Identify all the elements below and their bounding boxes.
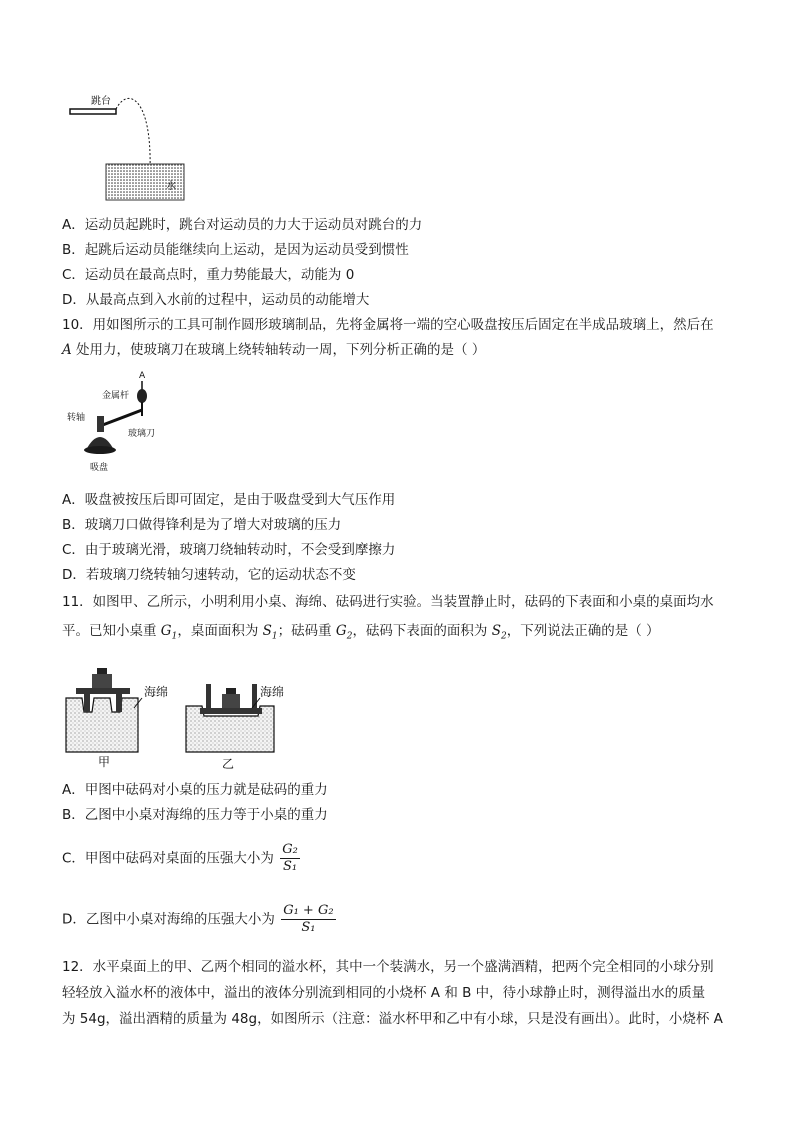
caption-left: 甲 xyxy=(98,755,111,769)
q12-stem-line1: 12．水平桌面上的甲、乙两个相同的溢水杯，其中一个装满水，另一个盛满酒精，把两个完全相同的小球分别 xyxy=(62,959,714,975)
glass-cutter-figure xyxy=(64,368,184,476)
q11-option-d-text: D．乙图中小桌对海绵的压强大小为 xyxy=(62,911,275,928)
water-label: 水 xyxy=(166,181,176,192)
q9-option-d: D．从最高点到入水前的过程中，运动员的动能增大 xyxy=(62,292,370,308)
platform-label: 跳台 xyxy=(91,96,111,107)
q9-option-c: C．运动员在最高点时，重力势能最大，动能为 0 xyxy=(62,267,355,283)
q11-text-b: ，桌面面积为 xyxy=(177,623,263,639)
q9-option-b: B．起跳后运动员能继续向上运动，是因为运动员受到惯性 xyxy=(62,242,409,258)
sponge-left xyxy=(66,698,138,752)
symbol-s2: $S_2$ xyxy=(491,623,507,642)
weight-left xyxy=(92,674,112,688)
fraction-g1g2-over-s1: $\frac{\text{G₁ + G₂}}{\text{S₁}}$ xyxy=(283,903,334,935)
platform-board xyxy=(70,109,116,114)
q11-text-a: 平。已知小桌重 xyxy=(62,623,161,639)
label-cup: 吸盘 xyxy=(90,463,109,473)
sponge-label-left: 海绵 xyxy=(144,685,169,699)
symbol-g2: $G_2$ xyxy=(335,623,353,642)
q11-option-a: A．甲图中砝码对小桌的压力就是砝码的重力 xyxy=(62,782,328,798)
diving-figure xyxy=(66,92,196,204)
q11-text-c: ；砝码重 xyxy=(277,623,336,639)
sponge-label-right: 海绵 xyxy=(260,685,285,699)
q10-option-a: A．吸盘被按压后即可固定，是由于吸盘受到大气压作用 xyxy=(62,492,396,508)
metal-rod xyxy=(100,410,142,426)
label-rod: 金属杆 xyxy=(102,391,130,401)
q11-text-d: ，砝码下表面的面积为 xyxy=(352,623,492,639)
q10-stem-line2 xyxy=(62,341,485,359)
q10-stem-line1: 10．用如图所示的工具可制作圆形玻璃制品，先将金属将一端的空心吸盘按压后固定在半成品玻璃上，然后在 xyxy=(62,317,714,333)
q11-option-d xyxy=(62,903,336,936)
label-cutter: 玻璃刀 xyxy=(128,429,156,439)
trajectory-curve xyxy=(116,98,150,170)
q11-option-c xyxy=(62,842,300,875)
caption-right: 乙 xyxy=(222,757,235,771)
q10-stem-line2-rest: 处用力，使玻璃刀在玻璃上绕转轴转动一周，下列分析正确的是（ ） xyxy=(71,342,486,358)
fraction-g2-over-s1: $\frac{\text{G₂}}{\text{S₁}}$ xyxy=(282,842,298,874)
q11-option-c-text: C．甲图中砝码对桌面的压强大小为 xyxy=(62,850,274,867)
symbol-s1: $S_1$ xyxy=(262,623,278,642)
q11-stem-line2 xyxy=(62,622,660,646)
q12-stem-line3: 为 54g，溢出酒精的质量为 48g，如图所示（注意：溢水杯甲和乙中有小球，只是没有画出）。此时，小烧杯 A xyxy=(62,1011,723,1027)
q10-option-d: D．若玻璃刀绕转轴匀速转动，它的运动状态不变 xyxy=(62,567,356,583)
q11-option-b: B．乙图中小桌对海绵的压力等于小桌的重力 xyxy=(62,807,328,823)
label-axis: 转轴 xyxy=(67,413,86,423)
q10-option-c: C．由于玻璃光滑，玻璃刀绕轴转动时，不会受到摩擦力 xyxy=(62,542,396,558)
q11-text-e: ，下列说法正确的是（ ） xyxy=(506,623,660,639)
sponge-experiment-figure xyxy=(62,660,302,772)
q11-stem-line1: 11．如图甲、乙所示，小明利用小桌、海绵、砝码进行实验。当装置静止时，砝码的下表面和小桌的桌面均水 xyxy=(62,594,714,610)
q10-option-b: B．玻璃刀口做得锋利是为了增大对玻璃的压力 xyxy=(62,517,342,533)
q10-point-a: A xyxy=(62,342,72,358)
symbol-g1: $G_1$ xyxy=(160,623,178,642)
q9-option-a: A．运动员起跳时，跳台对运动员的力大于运动员对跳台的力 xyxy=(62,217,423,233)
q12-stem-line2: 轻轻放入溢水杯的液体中，溢出的液体分别流到相同的小烧杯 A 和 B 中，待小球静止时，测得溢出水的质量 xyxy=(62,985,706,1001)
label-point-a: A xyxy=(139,371,146,381)
weight-right xyxy=(222,694,240,708)
